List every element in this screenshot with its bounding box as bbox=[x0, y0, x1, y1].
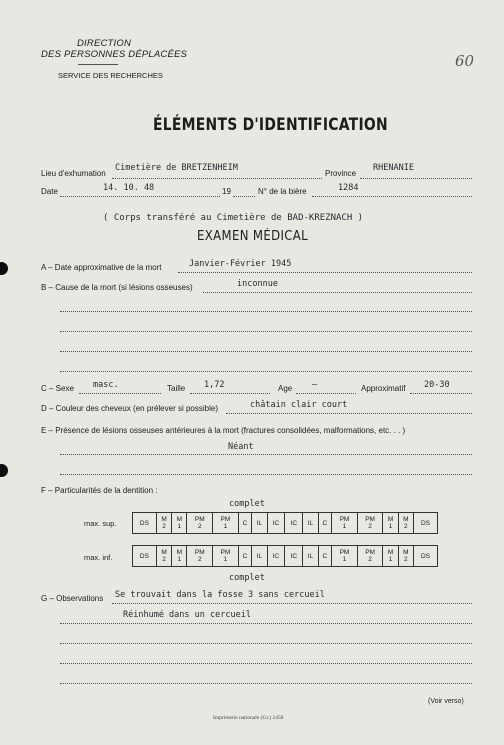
verso-note: (Voir verso) bbox=[428, 698, 464, 705]
tooth-cell bbox=[383, 513, 398, 534]
max-inf-label: max. inf. bbox=[84, 553, 113, 562]
tooth-type: IC bbox=[272, 519, 280, 527]
field-c-age-value: – bbox=[312, 380, 318, 390]
dentition-upper-row bbox=[133, 513, 438, 534]
tooth-type: IC bbox=[272, 552, 280, 560]
field-b-value: inconnue bbox=[237, 279, 278, 289]
tooth-cell bbox=[398, 513, 413, 534]
tooth-type: M bbox=[161, 516, 167, 523]
field-c-approx-line bbox=[410, 393, 472, 394]
tooth-type: M bbox=[176, 516, 183, 523]
tooth-number: 1 bbox=[342, 556, 347, 563]
field-f-label: F – Particularités de la dentition : bbox=[41, 486, 158, 495]
tooth-cell bbox=[285, 513, 303, 534]
field-c-sexe-label: C – Sexe bbox=[41, 384, 74, 393]
date-line bbox=[60, 196, 220, 197]
tooth-cell bbox=[133, 546, 157, 567]
date-value: 14. 10. 48 bbox=[103, 183, 155, 193]
header-direction: DIRECTION bbox=[77, 38, 132, 49]
tooth-type: C bbox=[242, 552, 248, 560]
tooth-type: PM bbox=[365, 549, 375, 556]
tooth-number: 2 bbox=[404, 523, 408, 530]
tooth-cell bbox=[332, 513, 358, 534]
dentition-lower-row bbox=[133, 546, 438, 567]
field-c-approx-label: Approximatif bbox=[361, 384, 406, 393]
province-line bbox=[360, 178, 472, 179]
tooth-number: 2 bbox=[197, 556, 202, 563]
field-b-line-4 bbox=[60, 351, 472, 352]
field-c-approx-value: 20-30 bbox=[424, 380, 450, 390]
field-a-value: Janvier-Février 1945 bbox=[189, 259, 292, 269]
tooth-type: M bbox=[387, 516, 394, 523]
tooth-type: M bbox=[176, 549, 183, 556]
tooth-type: PM bbox=[220, 516, 231, 523]
tooth-type: M bbox=[403, 549, 409, 556]
tooth-cell bbox=[413, 546, 437, 567]
field-c-sexe-value: masc. bbox=[93, 380, 119, 390]
field-d-label: D – Couleur des cheveux (en prélever si possible) bbox=[41, 404, 218, 413]
tooth-cell bbox=[332, 546, 358, 567]
field-g-line-3 bbox=[60, 643, 472, 644]
field-e-line bbox=[60, 454, 472, 455]
field-g-value-1: Se trouvait dans la fosse 3 sans cercueil bbox=[115, 590, 325, 600]
lieu-line bbox=[112, 178, 322, 179]
tooth-cell bbox=[413, 513, 437, 534]
field-g-line-5 bbox=[60, 683, 472, 684]
province-value: RHENANIE bbox=[373, 163, 414, 173]
tooth-number: 1 bbox=[223, 556, 228, 563]
transfer-note: ( Corps transféré au Cimetière de BAD-KREZNACH ) bbox=[103, 213, 364, 223]
tooth-cell bbox=[238, 513, 252, 534]
field-b-line-3 bbox=[60, 331, 472, 332]
tooth-cell bbox=[398, 546, 413, 567]
tooth-cell bbox=[187, 546, 213, 567]
field-e-value: Néant bbox=[228, 442, 254, 452]
lieu-value: Cimetière de BRETZENHEIM bbox=[115, 163, 238, 173]
printer-imprint: Imprimerie nationale (Gr.) 2458 bbox=[213, 715, 284, 721]
field-d-value: châtain clair court bbox=[250, 400, 348, 410]
field-g-value-2: Réinhumé dans un cercueil bbox=[123, 610, 251, 620]
tooth-cell bbox=[383, 546, 398, 567]
tooth-cell bbox=[303, 546, 318, 567]
tooth-type: PM bbox=[194, 549, 205, 556]
field-b-line-5 bbox=[60, 371, 472, 372]
tooth-type: M bbox=[403, 516, 409, 523]
tooth-number: 2 bbox=[368, 556, 372, 563]
page-number: 60 bbox=[455, 52, 475, 70]
tooth-cell bbox=[252, 513, 267, 534]
field-c-taille-value: 1,72 bbox=[204, 380, 225, 390]
tooth-cell bbox=[133, 513, 157, 534]
tooth-cell bbox=[156, 546, 171, 567]
punch-hole-top bbox=[0, 262, 8, 275]
tooth-cell bbox=[238, 546, 252, 567]
tooth-type: IC bbox=[290, 519, 298, 527]
field-g-line-4 bbox=[60, 663, 472, 664]
section-title: EXAMEN MÉDICAL bbox=[197, 229, 309, 244]
header-service: SERVICE DES RECHERCHES bbox=[58, 71, 163, 80]
tooth-number: 1 bbox=[342, 523, 347, 530]
biere-value: 1284 bbox=[338, 183, 359, 193]
tooth-type: C bbox=[322, 519, 328, 527]
biere-line bbox=[312, 196, 472, 197]
tooth-number: 1 bbox=[388, 556, 393, 563]
field-c-age-line bbox=[296, 393, 356, 394]
tooth-cell bbox=[267, 513, 285, 534]
year-prefix: 19 bbox=[222, 187, 231, 196]
punch-hole-bottom bbox=[0, 464, 8, 477]
tooth-number: 2 bbox=[162, 523, 166, 530]
tooth-type: IL bbox=[307, 519, 314, 527]
tooth-type: IL bbox=[256, 552, 263, 560]
dentition-bottom-note: complet bbox=[229, 573, 265, 583]
tooth-type: M bbox=[387, 549, 394, 556]
tooth-number: 1 bbox=[177, 523, 182, 530]
field-a-label: A – Date approximative de la mort bbox=[41, 263, 162, 272]
tooth-cell bbox=[357, 546, 383, 567]
lieu-label: Lieu d'exhumation bbox=[41, 169, 106, 178]
tooth-cell bbox=[172, 513, 187, 534]
field-c-taille-label: Taille bbox=[167, 384, 186, 393]
tooth-type: DS bbox=[420, 552, 430, 560]
tooth-number: 2 bbox=[368, 523, 372, 530]
tooth-type: DS bbox=[139, 552, 149, 560]
page-title: ÉLÉMENTS D'IDENTIFICATION bbox=[153, 115, 388, 135]
tooth-cell bbox=[318, 546, 332, 567]
max-sup-label: max. sup. bbox=[84, 519, 117, 528]
tooth-type: PM bbox=[339, 516, 350, 523]
tooth-type: PM bbox=[220, 549, 231, 556]
dentition-upper-table bbox=[132, 512, 438, 534]
tooth-type: PM bbox=[194, 516, 205, 523]
header-rule bbox=[78, 64, 118, 65]
biere-label: N° de la bière bbox=[258, 187, 307, 196]
field-b-label: B – Cause de la mort (si lésions osseuses) bbox=[41, 283, 193, 292]
tooth-type: DS bbox=[420, 519, 430, 527]
field-c-sexe-line bbox=[79, 393, 161, 394]
tooth-number: 1 bbox=[388, 523, 393, 530]
tooth-cell bbox=[357, 513, 383, 534]
tooth-type: DS bbox=[139, 519, 149, 527]
tooth-cell bbox=[267, 546, 285, 567]
tooth-cell bbox=[252, 546, 267, 567]
tooth-number: 2 bbox=[404, 556, 408, 563]
tooth-cell bbox=[213, 546, 239, 567]
field-e-label: E – Présence de lésions osseuses antérieures à la mort (fractures consolidées, malformations, etc. . . ) bbox=[41, 426, 406, 435]
tooth-type: IC bbox=[290, 552, 298, 560]
year-line bbox=[233, 196, 255, 197]
field-g-line bbox=[112, 603, 472, 604]
field-e-line-2 bbox=[60, 474, 472, 475]
tooth-number: 2 bbox=[197, 523, 202, 530]
tooth-cell bbox=[172, 546, 187, 567]
header-personnes-deplacees: DES PERSONNES DÉPLACÉES bbox=[41, 49, 188, 60]
tooth-cell bbox=[318, 513, 332, 534]
tooth-cell bbox=[187, 513, 213, 534]
tooth-number: 1 bbox=[223, 523, 228, 530]
tooth-type: PM bbox=[365, 516, 375, 523]
tooth-type: IL bbox=[307, 552, 314, 560]
tooth-number: 1 bbox=[177, 556, 182, 563]
date-label: Date bbox=[41, 187, 58, 196]
tooth-cell bbox=[156, 513, 171, 534]
field-b-line-2 bbox=[60, 311, 472, 312]
field-c-age-label: Age bbox=[278, 384, 293, 393]
tooth-cell bbox=[303, 513, 318, 534]
field-a-line bbox=[178, 272, 472, 273]
tooth-type: M bbox=[161, 549, 167, 556]
tooth-type: C bbox=[322, 552, 328, 560]
tooth-type: C bbox=[242, 519, 248, 527]
tooth-cell bbox=[285, 546, 303, 567]
field-g-line-2 bbox=[60, 623, 472, 624]
tooth-type: PM bbox=[339, 549, 350, 556]
province-label: Province bbox=[325, 169, 357, 178]
dentition-top-note: complet bbox=[229, 499, 265, 509]
tooth-number: 2 bbox=[162, 556, 166, 563]
field-g-label: G – Observations bbox=[41, 594, 104, 603]
field-b-line bbox=[203, 292, 472, 293]
tooth-type: IL bbox=[256, 519, 263, 527]
dentition-lower-table bbox=[132, 545, 438, 567]
field-c-taille-line bbox=[190, 393, 270, 394]
field-d-line bbox=[226, 413, 472, 414]
tooth-cell bbox=[213, 513, 239, 534]
